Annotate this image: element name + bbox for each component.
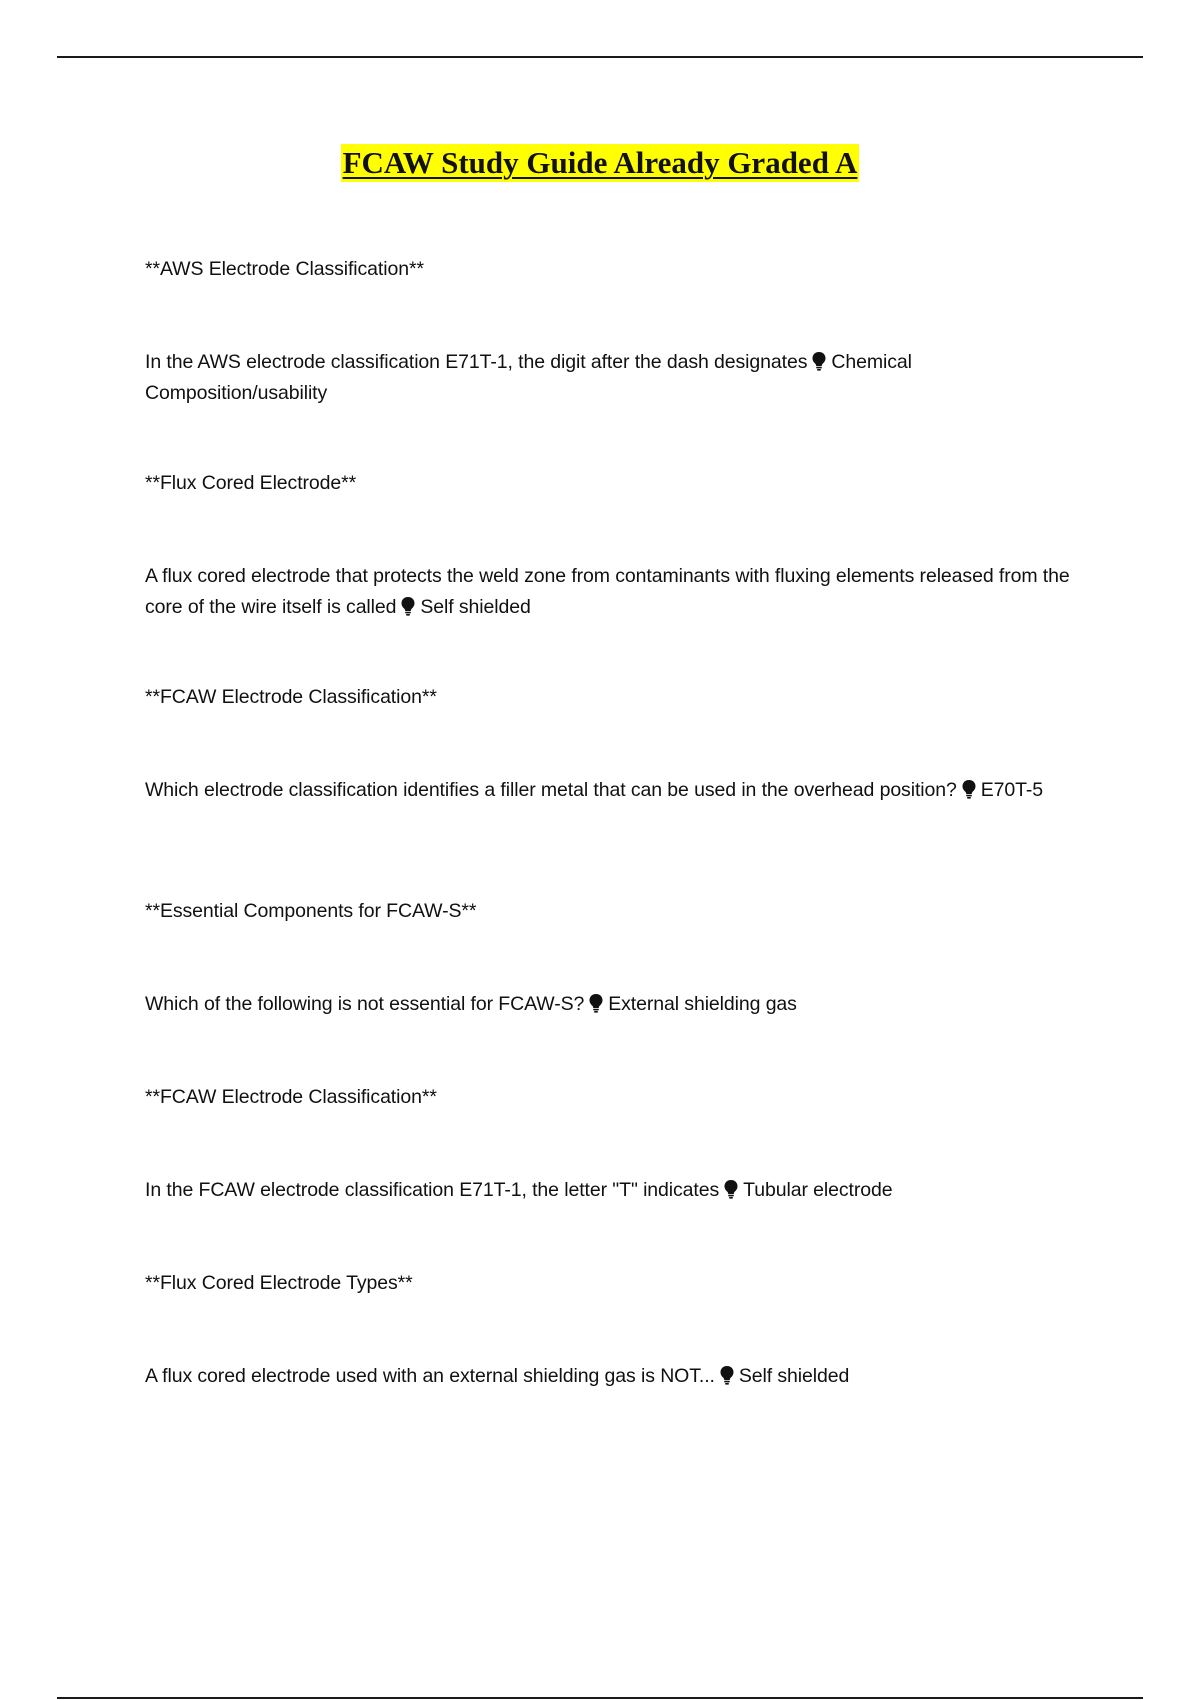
entry-heading: **Flux Cored Electrode**: [145, 472, 357, 494]
entry-qa: [145, 989, 1075, 1020]
lightbulb-icon: [719, 1365, 735, 1385]
entry-qa: [145, 561, 1075, 623]
entry-heading: **FCAW Electrode Classification**: [145, 686, 437, 708]
entry-heading: **Flux Cored Electrode Types**: [145, 1272, 413, 1294]
entry-heading: **Essential Components for FCAW-S**: [145, 900, 477, 922]
entry-qa: [145, 347, 1075, 409]
entry-heading: **AWS Electrode Classification**: [145, 258, 424, 280]
entry-answer: External shielding gas: [608, 993, 797, 1015]
entry-answer: E70T-5: [980, 779, 1044, 801]
entry-qa: [145, 775, 1075, 806]
entry-answer: Tubular electrode: [743, 1179, 893, 1201]
lightbulb-icon: [961, 779, 977, 799]
entry-question: In the FCAW electrode classification E71T-1, the letter "T" indicates: [145, 1179, 720, 1201]
document-title: FCAW Study Guide Already Graded A: [342, 145, 858, 180]
lightbulb-icon: [588, 993, 604, 1013]
bottom-rule: [57, 1697, 1143, 1699]
entry-question: A flux cored electrode used with an external shielding gas is NOT...: [145, 1365, 715, 1387]
entry-answer: Self shielded: [420, 596, 531, 618]
entry-qa: [145, 1361, 1075, 1392]
entry-heading: **FCAW Electrode Classification**: [145, 1086, 437, 1108]
top-rule: [57, 56, 1143, 58]
lightbulb-icon: [400, 596, 416, 616]
entry-question: In the AWS electrode classification E71T-1, the digit after the dash designates: [145, 351, 808, 373]
entry-question: Which of the following is not essential for FCAW-S?: [145, 993, 585, 1015]
entry-question: Which electrode classification identifies a filler metal that can be used in the overhead position?: [145, 779, 957, 801]
entry-question: A flux cored electrode that protects the weld zone from contaminants with fluxing elements released from the core of the wire itself is called: [145, 565, 1070, 618]
entry-answer: Self shielded: [738, 1365, 850, 1387]
lightbulb-icon: [723, 1179, 739, 1199]
lightbulb-icon: [811, 351, 827, 371]
entry-qa: [145, 1175, 1075, 1206]
title-container: [0, 144, 1200, 182]
entry-answer: Chemical Composition/usability: [145, 351, 912, 404]
